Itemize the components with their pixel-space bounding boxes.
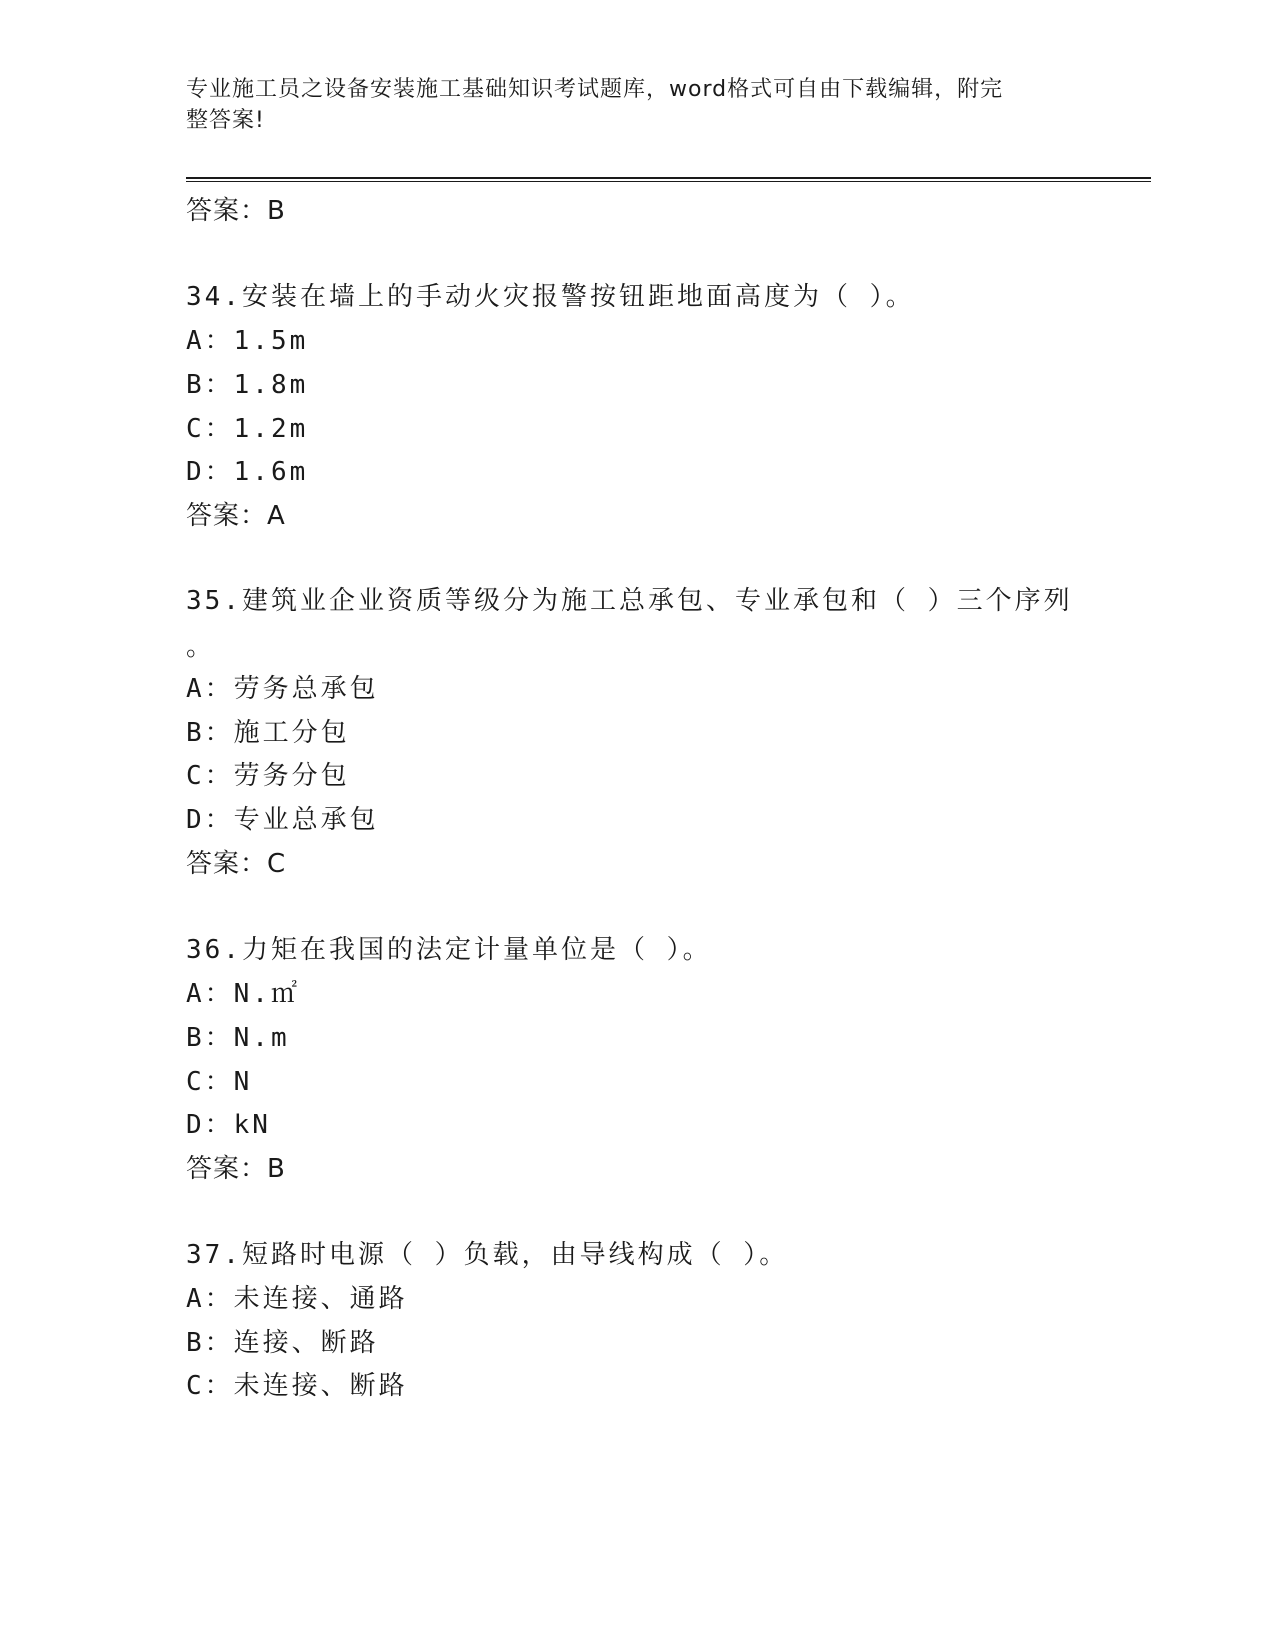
option-34-b: B：1.8m [186,370,309,400]
option-37-a: A：未连接、通路 [186,1284,408,1314]
option-35-a: A：劳务总承包 [186,674,379,704]
answer-q36: 答案：B [186,1154,286,1184]
option-37-c: C：未连接、断路 [186,1371,408,1401]
option-35-c: C：劳务分包 [186,761,350,791]
header-line-1: 专业施工员之设备安装施工基础知识考试题库，word格式可自由下载编辑，附完 [186,77,1004,102]
option-34-d: D：1.6m [186,457,309,487]
header-divider-thin [186,181,1151,182]
answer-q34: 答案：A [186,501,286,531]
option-34-a: A：1.5m [186,326,309,356]
option-36-a: A：N.㎡ [186,979,300,1009]
question-37: 37.短路时电源（ ）负载，由导线构成（ ）。 [186,1240,789,1270]
question-36: 36.力矩在我国的法定计量单位是（ ）。 [186,935,712,965]
option-36-c: C：N [186,1067,253,1097]
question-34: 34.安装在墙上的手动火灾报警按钮距地面高度为（ ）。 [186,282,915,312]
answer-q33: 答案：B [186,196,286,226]
option-36-d: D：kN [186,1110,271,1140]
document-header [186,74,1066,136]
header-line-2: 整答案! [186,108,265,133]
option-36-b: B：N.m [186,1023,290,1053]
question-35-tail: 。 [186,632,213,662]
question-35: 35.建筑业企业资质等级分为施工总承包、专业承包和（ ）三个序列 [186,586,1073,616]
option-35-d: D：专业总承包 [186,805,379,835]
option-37-b: B：连接、断路 [186,1328,379,1358]
option-35-b: B：施工分包 [186,718,350,748]
header-divider-thick [186,177,1151,179]
option-34-c: C：1.2m [186,414,309,444]
answer-q35: 答案：C [186,849,287,879]
